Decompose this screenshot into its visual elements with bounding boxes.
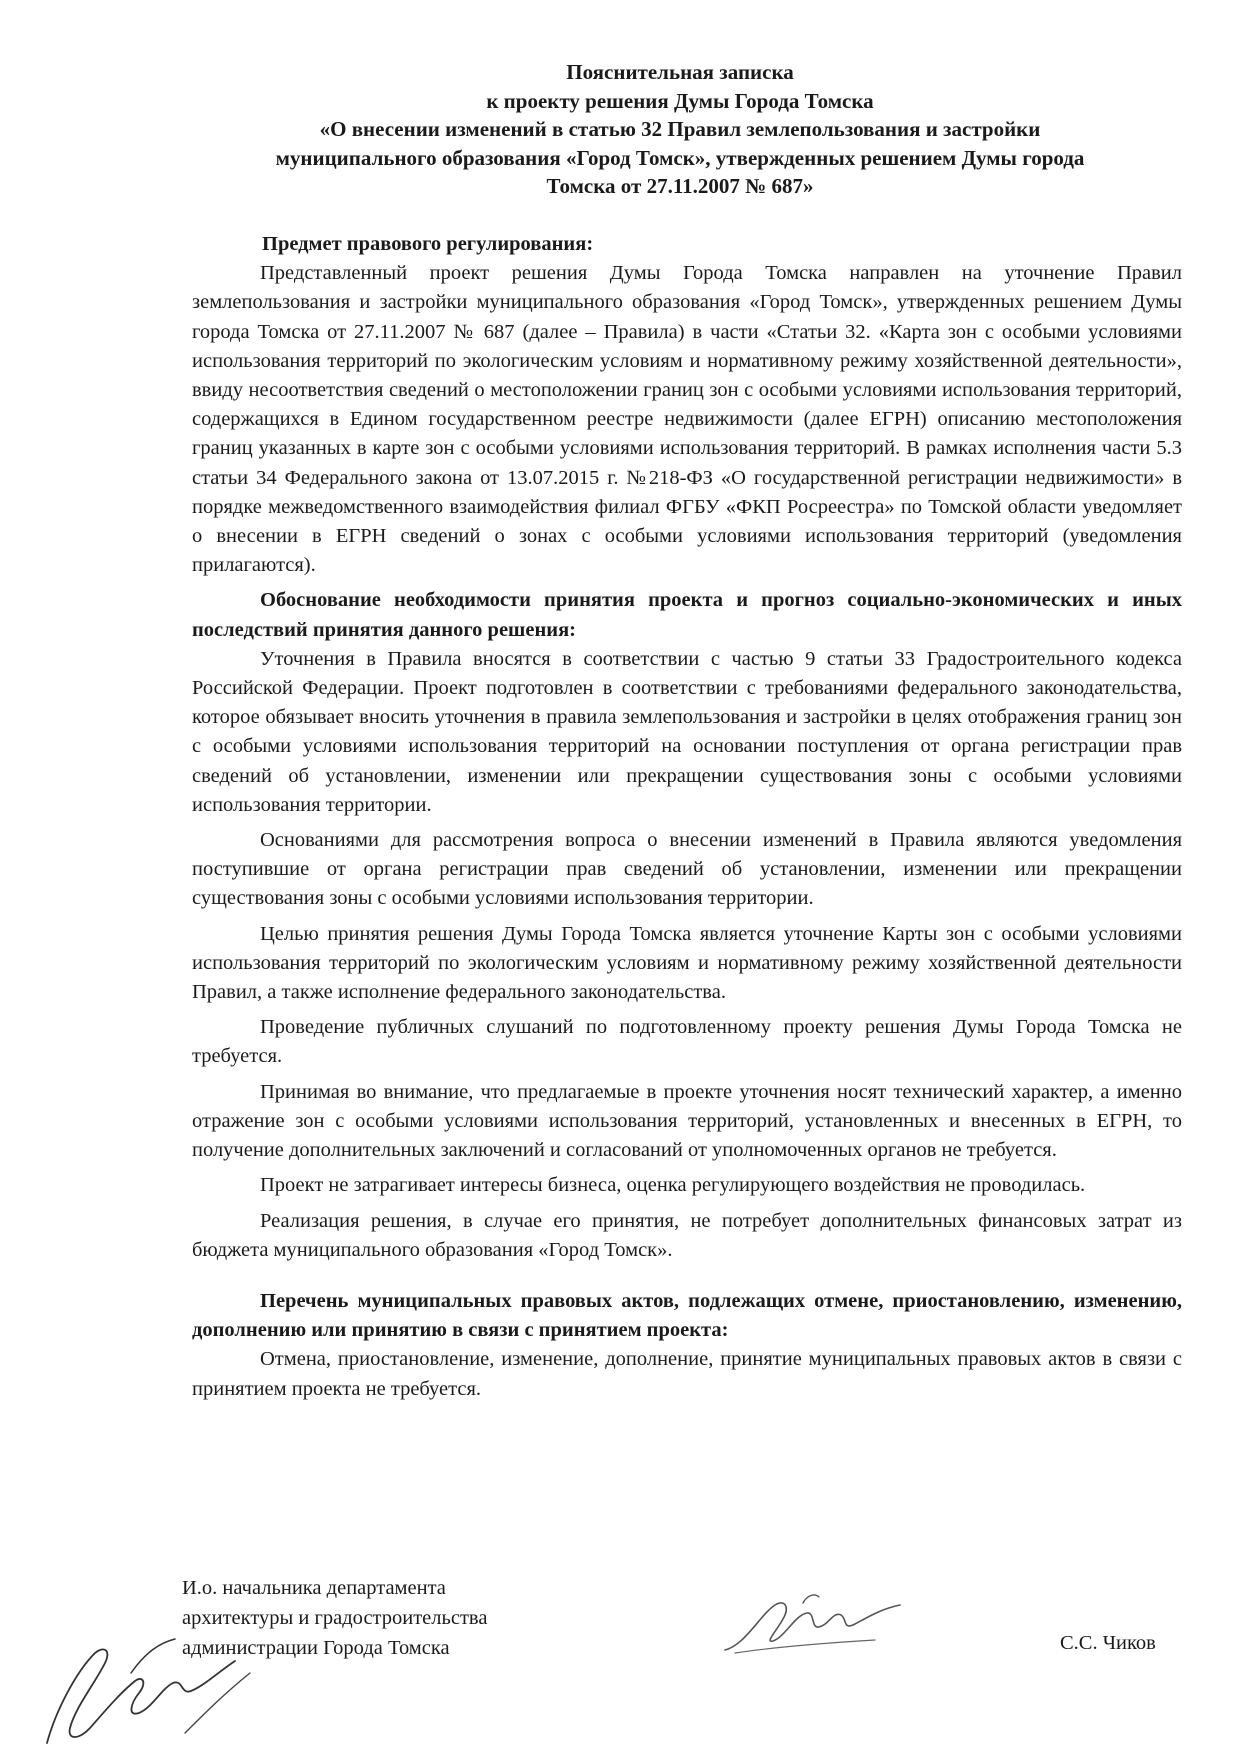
title-line-2: к проекту решения Думы Города Томска xyxy=(486,88,874,113)
document-body xyxy=(192,230,1182,1404)
subject-heading: Предмет правового регулирования: xyxy=(262,233,594,255)
signatory-line-3: администрации Города Томска xyxy=(182,1637,450,1659)
rationale-paragraph-2: Основаниями для рассмотрения вопроса о внесении изменений в Правила являются уведомления поступившие от органа регистрации прав сведений об установлении, изменении или прекращении существования зоны с особыми условиями использования территории. xyxy=(192,829,1182,910)
handwritten-initials xyxy=(35,1633,265,1753)
acts-heading: Перечень муниципальных правовых актов, подлежащих отмене, приостановлению, изменению, дополнению или принятию в связи с принятием проекта: xyxy=(192,1289,1182,1342)
rationale-paragraph-6: Проект не затрагивает интересы бизнеса, оценка регулирующего воздействия не проводилась. xyxy=(260,1174,1086,1197)
signatory-line-1: И.о. начальника департамента xyxy=(182,1577,446,1599)
rationale-paragraph-3: Целью принятия решения Думы Города Томска является уточнение Карты зон с особыми условиями использования территорий по экологическим условиям и нормативному режиму хозяйственной деятельности Правил, а также исполнение федерального законодательства. xyxy=(192,922,1182,1004)
signatory-line-2: архитектуры и градостроительства xyxy=(182,1607,488,1629)
title-line-5: Томска от 27.11.2007 № 687» xyxy=(546,174,814,199)
signatory-name: С.С. Чиков xyxy=(1060,1632,1156,1654)
rationale-paragraph-5: Принимая во внимание, что предлагаемые в проекте уточнения носят технический характер, а именно отражение зон с особыми условиями использования территорий, установленных и внесенных в ЕГРН, то получение дополнительных заключений и согласований от уполномоченных органов не требуется. xyxy=(192,1080,1182,1162)
subject-paragraph: Представленный проект решения Думы Города Томска направлен на уточнение Правил землепользования и застройки муниципального образования «Город Томск», утвержденных решением Думы города Томска от 27.11.2007 № 687 (далее – Правила) в части «Статьи 32. «Карта зон с особыми условиями использования территорий по экологическим условиям и нормативному режиму хозяйственной деятельности», ввиду несоответствия сведений о местоположении границ зон с особыми условиями использования территорий, содержащихся в Едином государственном реестре недвижимости (далее ЕГРН) описанию местоположения границ указанных в карте зон с особыми условиями использования территорий. В рамках исполнения части 5.3 статьи 34 Федерального закона от 13.07.2015 г. №218-ФЗ «О государственной регистрации недвижимости» в порядке межведомственного взаимодействия филиал ФГБУ «ФКП Росреестра» по Томской области уведомляет о внесении в ЕГРН сведений о зонах с особыми условиями использования территорий (уведомления прилагаются). xyxy=(192,262,1182,577)
handwritten-signature xyxy=(715,1585,915,1665)
rationale-paragraph-1: Уточнения в Правила вносятся в соответствии с частью 9 статьи 33 Градостроительного кодекса Российской Федерации. Проект подготовлен в соответствии с требованиями федерального законодательства, которое обязывает вносить уточнения в правила землепользования и застройки в целях отображения границ зон с особыми условиями использования территорий на основании поступления от органа регистрации прав сведений об установлении, изменении или прекращении существования зоны с особыми условиями использования территории. xyxy=(192,647,1182,816)
rationale-heading: Обоснование необходимости принятия проекта и прогноз социально-экономических и иных последствий принятия данного решения: xyxy=(192,589,1182,641)
acts-paragraph: Отмена, приостановление, изменение, дополнение, принятие муниципальных правовых актов в связи с принятием проекта не требуется. xyxy=(192,1348,1182,1400)
rationale-paragraph-7: Реализация решения, в случае его принятия, не потребует дополнительных финансовых затрат из бюджета муниципального образования «Город Томск». xyxy=(192,1209,1182,1261)
document-title xyxy=(180,58,1180,201)
title-line-3: «О внесении изменений в статью 32 Правил землепользования и застройки xyxy=(319,117,1041,142)
rationale-paragraph-4: Проведение публичных слушаний по подготовленному проекту решения Думы Города Томска не требуется. xyxy=(192,1016,1182,1068)
title-line-4: муниципального образования «Город Томск», утвержденных решением Думы города xyxy=(275,145,1085,170)
title-line-1: Пояснительная записка xyxy=(566,60,794,84)
